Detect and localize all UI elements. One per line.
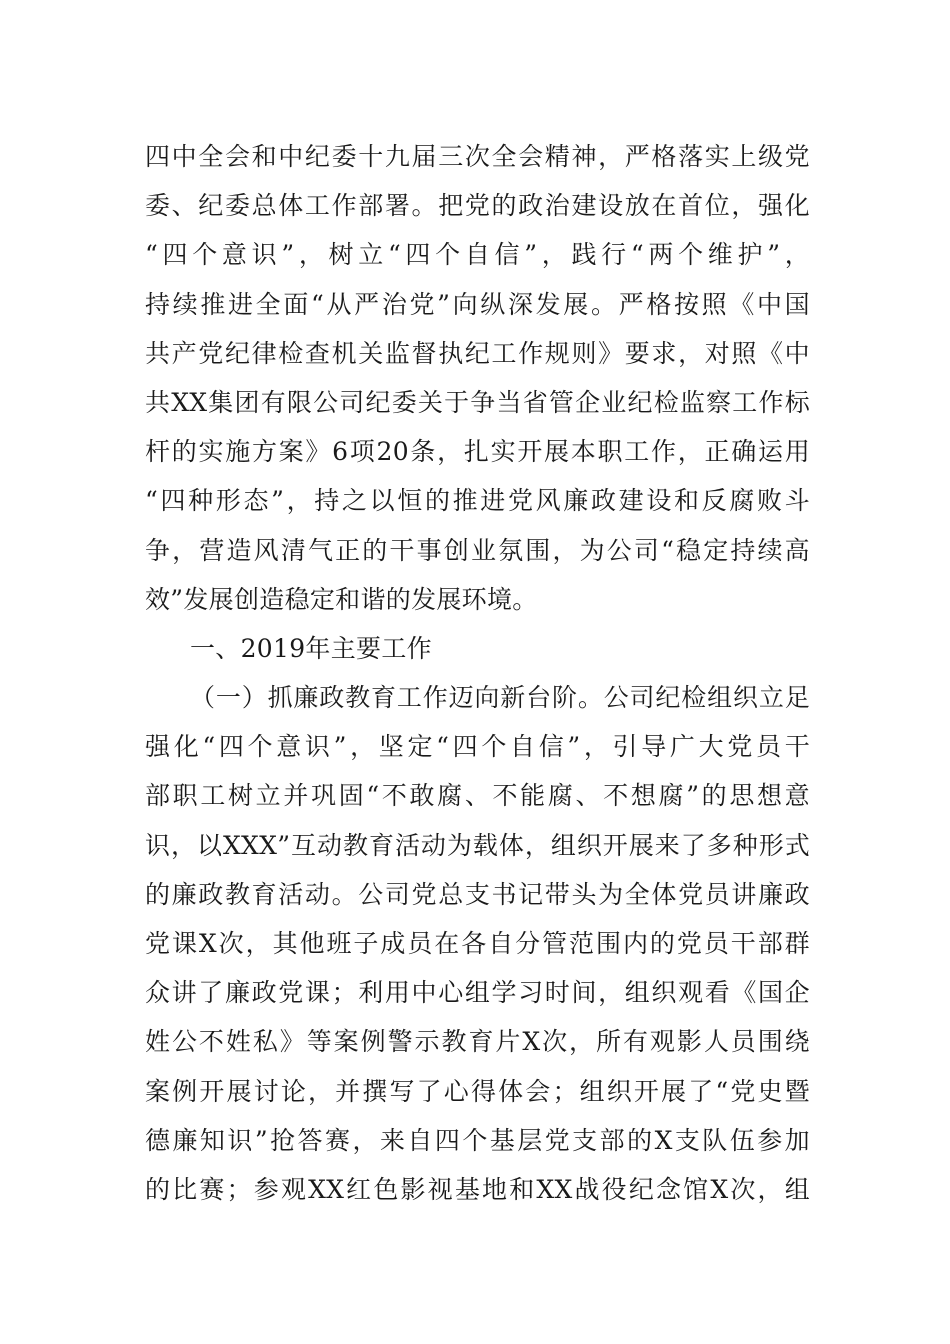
paragraph-line-4: 持续推进全面“从严治党”向纵深发展。严格按照《中国 xyxy=(145,289,810,319)
paragraph-line-14: 部职工树立并巩固“不敢腐、不能腐、不想腐”的思想意 xyxy=(145,781,810,811)
section-heading: 一、2019年主要工作 xyxy=(190,633,432,663)
paragraph-line-21: 德廉知识”抢答赛，来自四个基层党支部的X支队伍参加 xyxy=(145,1125,810,1155)
paragraph-line-1: 四中全会和中纪委十九届三次全会精神，严格落实上级党 xyxy=(145,142,810,171)
paragraph-line-22: 的比赛；参观XX红色影视基地和XX战役纪念馆X次，组 xyxy=(145,1174,810,1204)
paragraph-line-3: “四个意识”，树立“四个自信”，践行“两个维护”， xyxy=(145,240,810,270)
paragraph-line-15: 识，以XXX”互动教育活动为载体，组织开展来了多种形式 xyxy=(145,830,810,860)
paragraph-line-16: 的廉政教育活动。公司党总支书记带头为全体党员讲廉政 xyxy=(145,879,810,909)
paragraph-line-10: 效”发展创造稳定和谐的发展环境。 xyxy=(145,584,538,614)
paragraph-line-2: 委、纪委总体工作部署。把党的政治建设放在首位，强化 xyxy=(145,191,810,221)
paragraph-line-20: 案例开展讨论，并撰写了心得体会；组织开展了“党史暨 xyxy=(145,1076,810,1106)
subsection-heading-line: （一）抓廉政教育工作迈向新台阶。公司纪检组织立足 xyxy=(190,683,810,713)
paragraph-line-18: 众讲了廉政党课；利用中心组学习时间，组织观看《国企 xyxy=(145,978,810,1008)
paragraph-line-19: 姓公不姓私》等案例警示教育片X次，所有观影人员围绕 xyxy=(145,1027,810,1057)
paragraph-line-7: 杆的实施方案》6项20条，扎实开展本职工作，正确运用 xyxy=(145,437,810,467)
paragraph-line-8: “四种形态”，持之以恒的推进党风廉政建设和反腐败斗 xyxy=(145,486,810,516)
paragraph-line-9: 争，营造风清气正的干事创业氛围，为公司“稳定持续高 xyxy=(145,535,810,565)
paragraph-line-6: 共XX集团有限公司纪委关于争当省管企业纪检监察工作标 xyxy=(145,387,810,417)
paragraph-line-13: 强化“四个意识”，坚定“四个自信”，引导广大党员干 xyxy=(145,732,810,762)
paragraph-line-17: 党课X次，其他班子成员在各自分管范围内的党员干部群 xyxy=(145,929,810,958)
document-body xyxy=(145,132,810,1214)
paragraph-line-5: 共产党纪律检查机关监督执纪工作规则》要求，对照《中 xyxy=(145,338,810,368)
